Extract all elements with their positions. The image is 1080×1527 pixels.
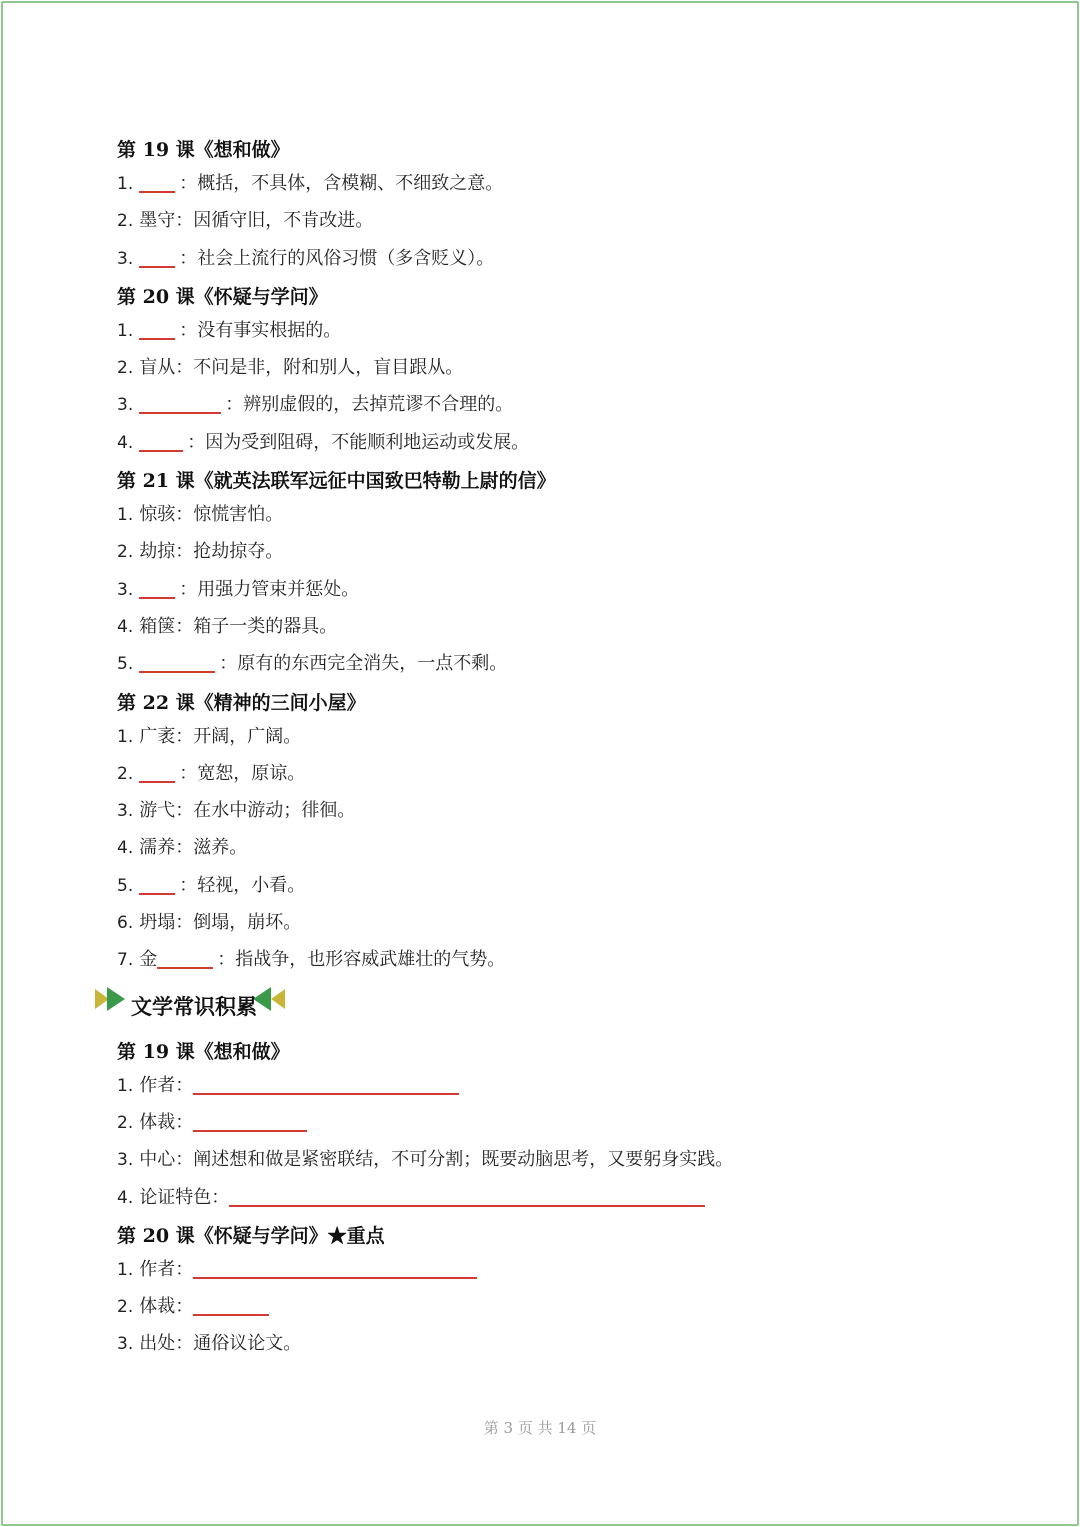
lesson-heading: 第 19 课《想和做》	[117, 1040, 290, 1063]
item-number: 4.	[117, 616, 134, 637]
item-text: 墨守：因循守旧，不肯改进。	[139, 210, 374, 232]
item-prefix: 作者：	[139, 1074, 194, 1096]
item-text: 出处：通俗议论文。	[139, 1333, 302, 1355]
item-text: ：原有的东西完全消失，一点不剩。	[219, 653, 508, 675]
item-number: 3.	[117, 395, 134, 416]
fill-in-blank[interactable]	[193, 1071, 459, 1095]
item-text: ：指战争，也形容威武雄壮的气势。	[217, 949, 506, 971]
item-text: 箱箧：箱子一类的器具。	[139, 615, 338, 637]
item-number: 4.	[117, 1187, 134, 1208]
list-item	[117, 1104, 1017, 1141]
item-text: ：概括，不具体，含模糊、不细致之意。	[179, 173, 504, 194]
item-number: 3.	[117, 248, 134, 269]
fill-in-blank[interactable]	[193, 1255, 477, 1279]
item-number: 2.	[117, 358, 134, 379]
lesson-heading: 第 20 课《怀疑与学问》★重点	[117, 1224, 385, 1247]
list-item	[117, 904, 1017, 941]
item-number: 1.	[117, 320, 134, 341]
fill-in-blank[interactable]	[139, 575, 175, 599]
list-item	[117, 424, 1017, 461]
list-item	[117, 645, 1017, 682]
item-number: 1.	[117, 726, 134, 747]
item-number: 7.	[117, 950, 134, 971]
fill-in-blank[interactable]	[193, 1108, 307, 1132]
item-text: 广袤：开阔，广阔。	[139, 725, 302, 747]
item-number: 5.	[117, 654, 134, 675]
list-item	[117, 386, 1017, 423]
item-text: 中心：阐述想和做是紧密联结，不可分割；既要动脑思考，又要躬身实践。	[139, 1149, 734, 1171]
item-text: ：宽恕，原谅。	[179, 762, 306, 784]
list-item	[117, 533, 1017, 570]
list-item	[117, 792, 1017, 829]
literature-sections	[117, 1037, 1017, 1363]
lesson-heading: 第 19 课《想和做》	[117, 139, 290, 161]
item-number: 1.	[117, 1075, 134, 1096]
section-title: 文学常识积累	[131, 994, 257, 1019]
item-number: 2.	[117, 1297, 134, 1318]
section-heading	[95, 981, 1017, 1037]
item-number: 1.	[117, 1259, 134, 1280]
list-item	[117, 165, 1017, 202]
item-text: ：没有事实根据的。	[179, 319, 342, 341]
item-text: 游弋：在水中游动；徘徊。	[139, 800, 356, 822]
list-item	[117, 867, 1017, 904]
list-item	[117, 1251, 1017, 1288]
item-number: 6.	[117, 913, 134, 934]
list-item	[117, 240, 1017, 277]
item-text: 坍塌：倒塌，崩坏。	[139, 912, 302, 934]
list-item	[117, 1288, 1017, 1325]
item-number: 3.	[117, 1150, 134, 1171]
item-prefix: 金	[139, 949, 158, 971]
fill-in-blank[interactable]	[139, 759, 175, 783]
item-text: ：社会上流行的风俗习惯（多含贬义）。	[179, 247, 495, 269]
list-item	[117, 571, 1017, 608]
item-number: 4.	[117, 432, 134, 453]
fill-in-blank[interactable]	[139, 244, 175, 268]
item-text: 濡养：滋养。	[139, 837, 248, 859]
list-item	[117, 1141, 1017, 1178]
item-text: ：用强力管束并惩处。	[179, 578, 360, 600]
item-number: 2.	[117, 763, 134, 784]
fill-in-blank[interactable]	[193, 1292, 269, 1316]
list-item	[117, 941, 1017, 978]
item-text: 劫掠：抢劫掠夺。	[139, 541, 284, 563]
fill-in-blank[interactable]	[139, 169, 175, 193]
list-item	[117, 755, 1017, 792]
list-item	[117, 718, 1017, 755]
item-prefix: 体裁：	[139, 1111, 194, 1133]
item-number: 2.	[117, 211, 134, 232]
item-text: 盲从：不问是非，附和别人，盲目跟从。	[139, 357, 464, 379]
lesson-heading: 第 21 课《就英法联军远征中国致巴特勒上尉的信》	[117, 470, 556, 493]
lesson-heading: 第 20 课《怀疑与学问》	[117, 285, 328, 308]
item-text: ：轻视，小看。	[179, 874, 306, 896]
list-item	[117, 1179, 1017, 1216]
item-number: 4.	[117, 838, 134, 859]
item-prefix: 作者：	[139, 1258, 194, 1280]
fill-in-blank[interactable]	[157, 945, 213, 969]
list-item	[117, 829, 1017, 866]
list-item	[117, 496, 1017, 533]
list-item	[117, 202, 1017, 239]
fill-in-blank[interactable]	[229, 1183, 705, 1207]
item-prefix: 论证特色：	[139, 1186, 230, 1208]
fill-in-blank[interactable]	[139, 390, 221, 414]
document-body	[117, 135, 1017, 1363]
fill-in-blank[interactable]	[139, 871, 175, 895]
item-number: 1.	[117, 505, 134, 526]
fill-in-blank[interactable]	[139, 428, 183, 452]
item-text: ：因为受到阻碍，不能顺利地运动或发展。	[187, 431, 530, 453]
item-text: 惊骇：惊慌害怕。	[139, 504, 284, 526]
fill-in-blank[interactable]	[139, 649, 215, 673]
list-item	[117, 349, 1017, 386]
item-number: 2.	[117, 542, 134, 563]
list-item	[117, 312, 1017, 349]
item-number: 2.	[117, 1112, 134, 1133]
item-text: ：辨别虚假的，去掉荒谬不合理的。	[225, 394, 514, 416]
item-number: 3.	[117, 801, 134, 822]
page-footer: 第 3 页 共 14 页	[483, 1419, 597, 1437]
item-number: 3.	[117, 1334, 134, 1355]
vocab-sections	[117, 135, 1017, 979]
item-number: 3.	[117, 579, 134, 600]
list-item	[117, 1325, 1017, 1362]
item-number: 5.	[117, 875, 134, 896]
item-prefix: 体裁：	[139, 1296, 194, 1318]
list-item	[117, 1067, 1017, 1104]
list-item	[117, 608, 1017, 645]
fill-in-blank[interactable]	[139, 316, 175, 340]
lesson-heading: 第 22 课《精神的三间小屋》	[117, 691, 366, 714]
item-number: 1.	[117, 174, 134, 194]
